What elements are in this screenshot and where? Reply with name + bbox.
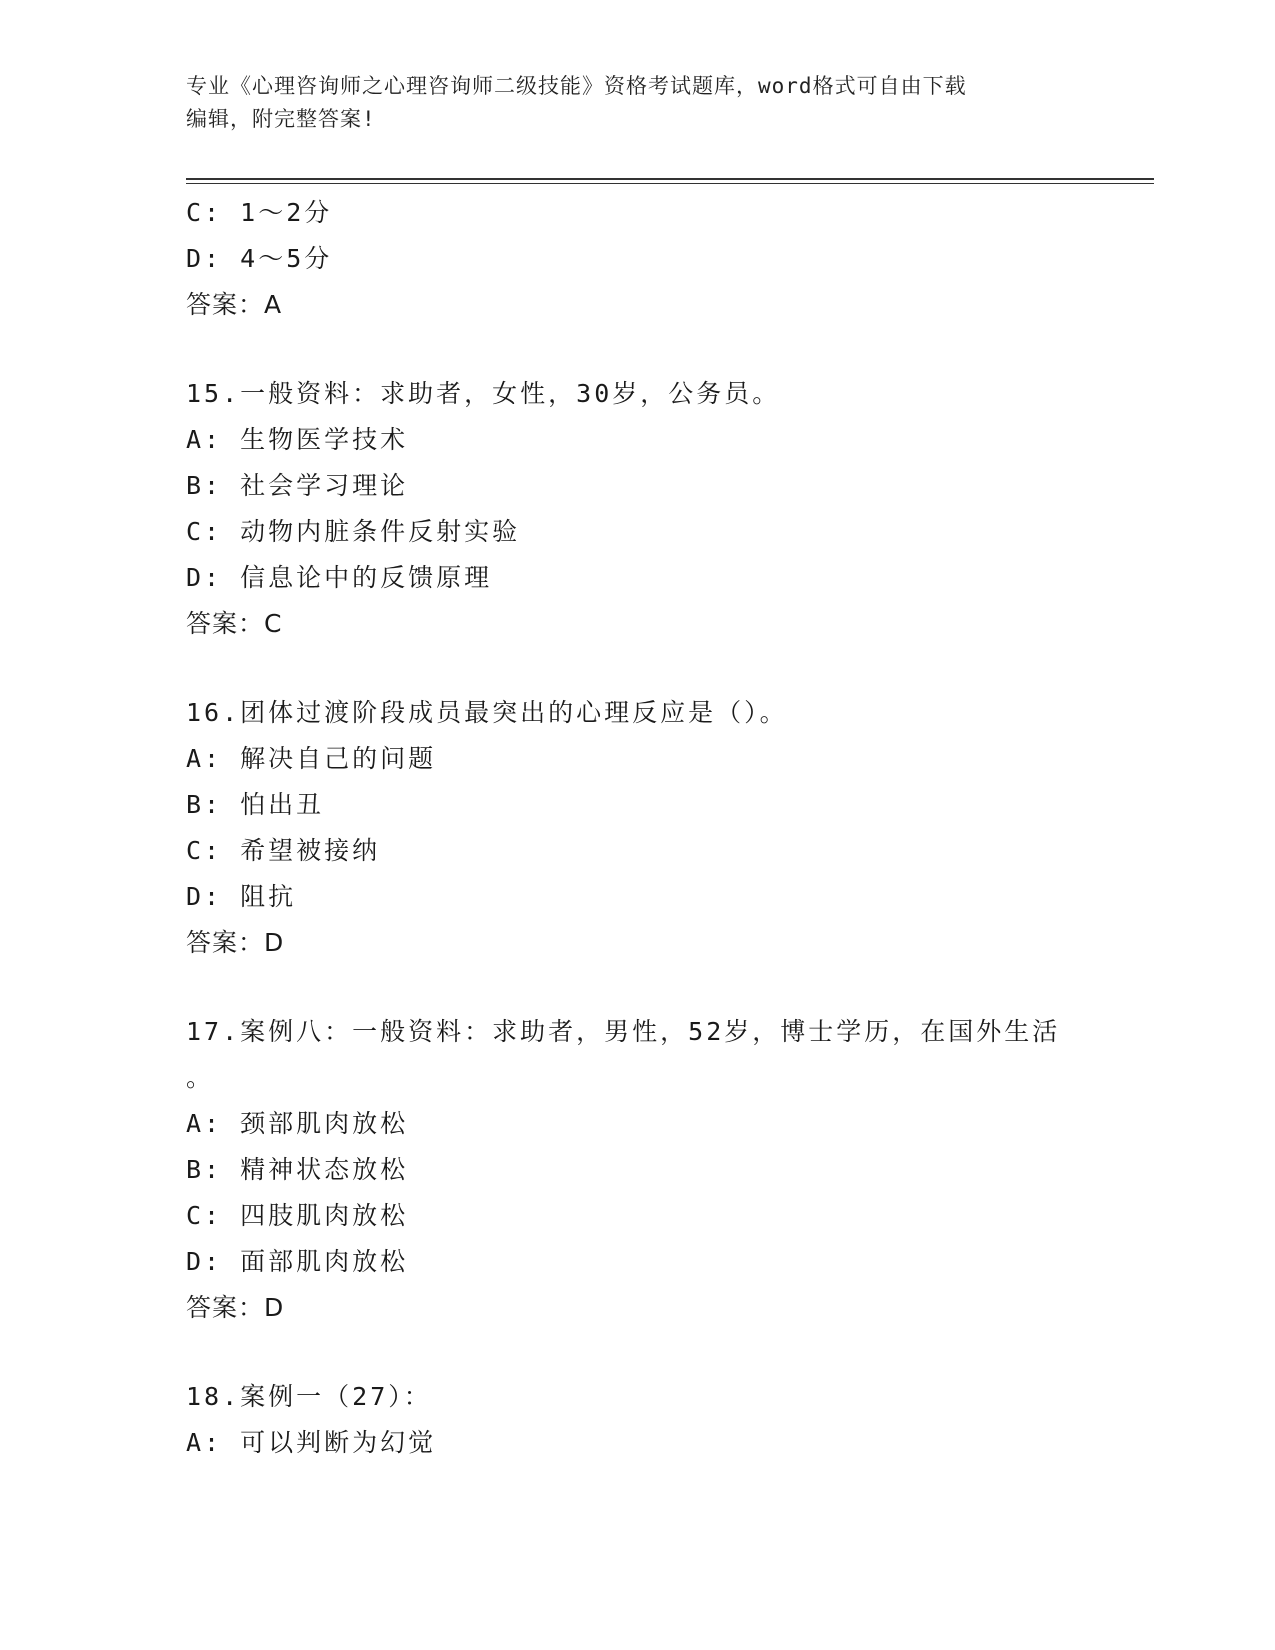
spacer bbox=[186, 1331, 1146, 1374]
option-d: D: 面部肌肉放松 bbox=[186, 1247, 409, 1276]
option-c: C: 希望被接纳 bbox=[186, 836, 381, 865]
option-d: D: 信息论中的反馈原理 bbox=[186, 563, 493, 592]
header-line-1: 专业《心理咨询师之心理咨询师二级技能》资格考试题库，word格式可自由下载 bbox=[186, 74, 967, 98]
option-a: A: 生物医学技术 bbox=[186, 425, 409, 454]
question-text: 16.团体过渡阶段成员最突出的心理反应是（）。 bbox=[186, 698, 788, 727]
option-b: B: 精神状态放松 bbox=[186, 1155, 409, 1184]
answer-line: 答案：D bbox=[186, 1293, 285, 1322]
option-c: C: 动物内脏条件反射实验 bbox=[186, 517, 521, 546]
answer-line: 答案：D bbox=[186, 928, 285, 957]
option-c: C: 1～2分 bbox=[186, 198, 333, 227]
question-block-17 bbox=[186, 1009, 1146, 1331]
header-divider bbox=[186, 178, 1154, 180]
spacer bbox=[186, 328, 1146, 371]
question-text: 15.一般资料：求助者，女性，30岁，公务员。 bbox=[186, 379, 781, 408]
question-text: 17.案例八：一般资料：求助者，男性，52岁，博士学历，在国外生活 bbox=[186, 1017, 1061, 1046]
question-block-16 bbox=[186, 690, 1146, 966]
answer-line: 答案：C bbox=[186, 609, 283, 638]
option-d: D: 4～5分 bbox=[186, 244, 333, 273]
option-c: C: 四肢肌肉放松 bbox=[186, 1201, 409, 1230]
spacer bbox=[186, 966, 1146, 1009]
question-text-continuation: 。 bbox=[186, 1063, 215, 1092]
question-block-18 bbox=[186, 1374, 1146, 1466]
option-b: B: 怕出丑 bbox=[186, 790, 325, 819]
answer-line: 答案：A bbox=[186, 290, 283, 319]
option-a: A: 可以判断为幻觉 bbox=[186, 1428, 437, 1457]
header-divider-thin bbox=[186, 183, 1154, 184]
option-a: A: 解决自己的问题 bbox=[186, 744, 437, 773]
page-header bbox=[186, 70, 1086, 136]
option-d: D: 阻抗 bbox=[186, 882, 297, 911]
question-list bbox=[186, 190, 1146, 1466]
option-b: B: 社会学习理论 bbox=[186, 471, 409, 500]
question-block-15 bbox=[186, 371, 1146, 647]
spacer bbox=[186, 647, 1146, 690]
header-line-2: 编辑，附完整答案! bbox=[186, 107, 376, 131]
question-text: 18.案例一（27）： bbox=[186, 1382, 432, 1411]
option-a: A: 颈部肌肉放松 bbox=[186, 1109, 409, 1138]
question-block-previous bbox=[186, 190, 1146, 328]
